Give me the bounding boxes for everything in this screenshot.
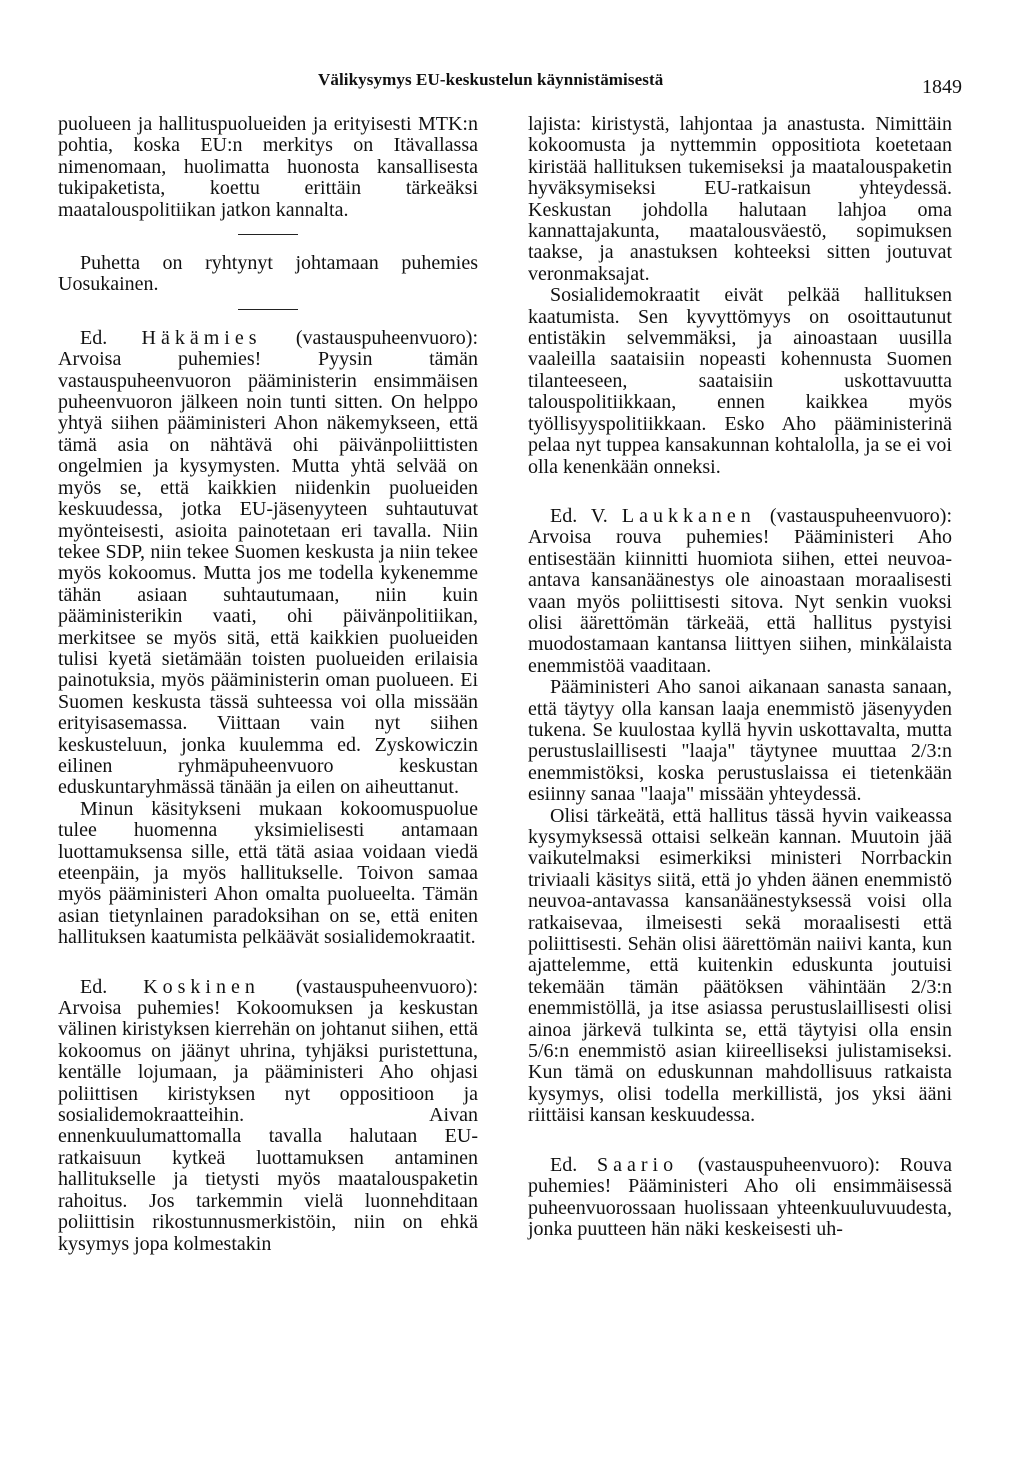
speech-laukkanen — [528, 506, 952, 677]
speaker-name: Laukkanen — [621, 504, 756, 527]
running-title: Välikysymys EU-keskustelun käynnistämisestä — [318, 70, 664, 89]
speech-paragraph: Olisi tärkeätä, että hallitus tässä hyvin vaikeassa kysymyksessä ottaisi selkeän kannan. Muutoin jää vaikutelmaksi esimerkiksi ministeri Norrbackin triviaali käsitys siitä, että jo yhden äänen enemmistö neuvoa-antavassa kansanäänestyksessä voisi olla ratkaisevaa, ilmeisesti sekä moraalisesti että poliittisesti. Sehän olisi äärettömän naiivi kanta, kun ajattelemme, että kuitenkin eduskunta joutuisi tekemään tämän päätöksen vähintään 2/3:n enemmistöllä, ja itse asiassa perustuslaillisesti olisi ainoa järkevä tulkinta se, että täytyisi olla ensin 5/6:n enemmistö asian kiireelliseksi julistamiseksi. Kun tämä on eduskunnan mahdollisuus ratkaista kysymys, olisi todella merkillistä, jos yksi ääni riittäisi kansan keskuudessa. — [528, 804, 952, 1127]
speaker-prefix: Ed. — [80, 975, 108, 998]
speech-text: (vastauspuheenvuoro): Arvoisa puhemies! Pyysin tämän vastauspuheenvuoron pääministerin ensimmäisen puheenvuoron jälkeen noin tunti sitten. On helppo yhtyä siihen pääministeri Ahon näkemykseen, että tämä asia on nähtävä ohi päivänpoliittisten ongelmien ja kysymysten. Mutta yhtä selvää on myös se, että kaikkien niidenkin puolueiden keskuudessa, jotka EU-jäsenyyteen suhtautuvat myönteisesti, asioita painotetaan eri tavalla. Niin tekee SDP, niin tekee Suomen keskusta ja niin tekee myös kokoomus. Mutta jos me todella kykenemme tähän asiaan suhtautumaan, niin kuin pääministerikin vaati, ohi päivänpolitiikan, merkitsee se myös sitä, että kaikkien puolueiden tulisi kyetä sietämään toisten puolueiden erilaisia painotuksia, myös pääministerin oman puolueen. Ei Suomen keskusta tässä suhteessa voi olla missään erityisasemassa. Viittaan vain nyt siihen keskusteluun, jonka kuulemma ed. Zyskowiczin eilinen ryhmäpuheenvuoro keskustan eduskuntaryhmässä tänään ja eilen on aiheuttanut. — [58, 326, 478, 799]
continued-paragraph: lajista: kiristystä, lahjontaa ja anastusta. Nimittäin kokoomusta ja nyttemmin oppositiota koetetaan kiristää hallituksen tukemiseksi ja maatalouspaketin hyväksymiseksi EU-ratkaisun yhteydessä. Keskustan johdolla halutaan lahjoa oma kannattajakunta, maatalousväestö, sopimuksen taakse, ja anastuksen kohteeksi sitten joutuvat veronmaksajat. — [528, 113, 952, 285]
speaker-name: Saario — [596, 1153, 679, 1176]
page-header — [0, 66, 1024, 100]
speaker-prefix: Ed. — [550, 1153, 578, 1176]
chair-note: Puhetta on ryhtynyt johtamaan puhemies Uosukainen. — [58, 252, 478, 296]
section-divider — [238, 309, 298, 310]
speech-paragraph: Sosialidemokraatit eivät pelkää hallituksen kaatumista. Sen kyvyttömyys on osoittautunut entistäkin selvemmäksi, ja ainoastaan uusilla vaaleilla saataisiin nopeasti kohennusta Suomen tilanteeseen, saataisiin uskottavuutta talouspolitiikkaan, ennen kaikkea myös työllisyyspolitiikkaan. Esko Aho pääministerinä pelaa nyt tuppea kansakunnan kohtalolla, ja se ei voi olla kenenkään onneksi. — [528, 284, 952, 478]
speech-saario — [528, 1155, 952, 1241]
speech-paragraph: Minun käsitykseni mukaan kokoomuspuolue tulee huomenna yksimielisesti antamaan luottamuksensa sille, että tätä asiaa voidaan viedä eteenpäin, ja myös hallitukselle. Toivon samaa myös pääministeri Ahon omalta puolueelta. Tämän asian tietynlainen paradoksihan on se, että eniten hallituksen kaatumista pelkäävät sosialidemokraatit. — [58, 797, 478, 949]
page-number: 1849 — [922, 76, 962, 98]
left-column — [58, 114, 478, 1255]
speech-text: (vastauspuheenvuoro): Arvoisa puhemies! Kokoomuksen ja keskustan välinen kiristyksen kierrehän on johtanut siihen, että kokoomus on jäänyt uhrina, tyhjäksi puristettuna, kentälle lojumaan, ja pääministeri Aho ohjasi poliittisen kiristyksen nyt oppositioon ja sosialidemokraatteihin. Aivan ennenkuulumattomalla tavalla halutaan EU-ratkaisuun kytkeä luottamuksen antaminen hallitukselle ja tietysti myös maatalouspaketin rahoitus. Jos tarkemmin vielä luonnehditaan poliittisin rikostunnusmerkistöin, niin on ehkä kysymys jopa kolmestakin — [58, 975, 478, 1255]
speech-paragraph: Pääministeri Aho sanoi aikanaan sanasta sanaan, että täytyy olla kansan laaja enemmistö jäsenyyden tukena. Se kuulostaa kyllä hyvin uskottavalta, mutta perustuslaillisesti "laaja" täytynee muuttaa 2/3:n enemmistöksi, koska perustuslaissa ei tietenkään esiinny sanaa "laaja" missään yhteydessä. — [528, 676, 952, 806]
section-divider — [238, 234, 298, 235]
speaker-name: Häkämies — [141, 326, 262, 349]
speech-koskinen — [58, 977, 478, 1255]
continued-paragraph: puolueen ja hallituspuolueiden ja erityisesti MTK:n pohtia, koska EU:n merkitys on Itävallassa nimenomaan, huolimatta huonosta kansallisesta tukipaketista, koettu erittäin tärkeäksi maatalouspolitiikan jatkon kannalta. — [58, 113, 478, 221]
speech-hakamies — [58, 328, 478, 799]
speaker-name: Koskinen — [143, 975, 260, 998]
right-column — [528, 114, 952, 1240]
speaker-prefix: Ed. V. — [550, 504, 608, 527]
speech-text: (vastauspuheenvuoro): Rouva puhemies! Pääministeri Aho oli ensimmäisessä puheenvuorossaan huolissaan yhteenkuuluvuudesta, jonka puutteen hän näki keskeisesti uh- — [528, 1153, 952, 1240]
speech-text: (vastauspuheenvuoro): Arvoisa rouva puhemies! Pääministeri Aho entisestään kiinnitti huomiota siihen, ettei neuvoa-antava kansanäänestys ole ainoastaan moraalisesti vaan myös poliittisesti sitova. Nyt senkin vuoksi olisi äärettömän tärkeää, että hallitus pystyisi muodostamaan kantansa liittyen siihen, minkälaista enemmistöä vaaditaan. — [528, 504, 952, 677]
speaker-prefix: Ed. — [80, 326, 108, 349]
